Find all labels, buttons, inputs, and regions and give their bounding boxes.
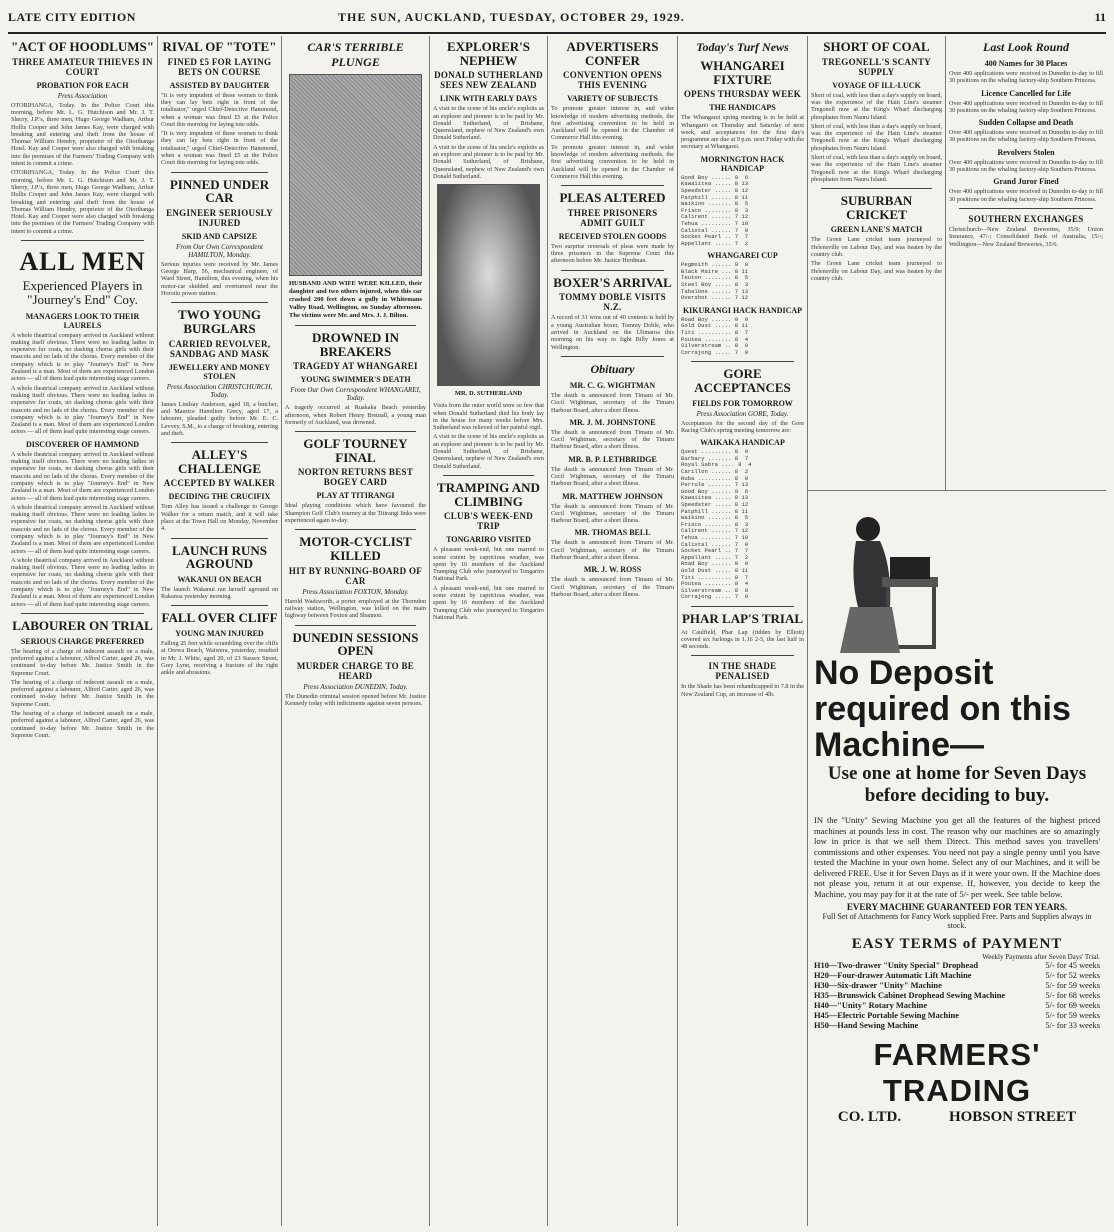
deck: VARIETY OF SUBJECTS (567, 94, 658, 104)
article-body: A tragedy occurred at Ruakaka Beach yesterday afternoon, when Robert Henry Bretnall, a young man formerly of Auckland, was drowned. (285, 404, 426, 426)
headline-golf-tourney-final: GOLF TOURNEY FINAL (303, 436, 408, 465)
column-6 (678, 36, 808, 1226)
subhead: ACCEPTED BY WALKER (163, 478, 276, 489)
article-body: OTORIHANGA, Today. In the Police Court this morning, before Mr. L. G. Hutchison and Mr. J. T. Sherry, J.P.'s, three men, Hugo George Wadham, Arthur Hollis Cooper and John James Kay, were charged with breaking and entering and theft from the house of Thomas William Hendry, proprietor of the Otorihanga Hotel. Kay and Cooper were also charged with breaking into the premises of the Farmers' Trading Company with intent to commit a crime. (11, 101, 154, 168)
brief-title: Revolvers Stolen (997, 147, 1055, 157)
masthead (8, 6, 1106, 34)
column-4 (430, 36, 548, 1226)
headline-act-of-hoodlums: "ACT OF HOODLUMS" (11, 39, 154, 54)
headline-suburban-cricket: SUBURBAN CRICKET (840, 193, 913, 222)
subhead: HIT BY RUNNING-BOARD OF CAR (288, 565, 423, 586)
advert-terms-heading: EASY TERMS of PAYMENT (851, 936, 1063, 952)
article-body: "It is very impudent of these women to think they can lay bets right in front of the totalisator," urged Chief-Detective Hammond, when a woman was fined £5 at the Police Court this morning for laying tote odds. (161, 91, 278, 128)
article-body-cont: The Green Lane cricket team journeyed to Helensville on Labour Day, and was beaten by the country club. (811, 260, 942, 282)
subhead: NORTON RETURNS BEST BOGEY CARD (297, 467, 414, 488)
article-body-cont: A whole theatrical company arrived in Auckland without making itself obvious. There were no leading ladies in expensive fur coats, no dashing chorus girls with their mascots and no lads of the chorus. Every member of the company which is to play "Journey's End" in New Zealand is a man. Most of them are experienced London actors — all of them lead quite interesting stage careers. (11, 450, 154, 502)
table-title: WAIKAKA HANDICAP (700, 438, 785, 448)
deck: THE HANDICAPS (709, 103, 776, 113)
deck: PROBATION FOR EACH (36, 80, 129, 90)
advert-note: Full Set of Attachments for Fancy Work supplied Free. Parts and Supplies always in stock. (822, 912, 1092, 930)
obituary-body: The death is announced from Timaru of Mr. Cecil Wightman, secretary of the Timaru Harbour Board, after a short illness. (551, 539, 674, 562)
headline-labourer-on-trial: LABOURER ON TRIAL (12, 617, 153, 633)
article-body: Serious injuries were received by Mr. James George Harp, 56, mechanical engineer, of Ward Street, Hamilton, this evening, when his motor-car skidded and overturned near the Horotiu power station. (161, 260, 278, 298)
column-2 (158, 36, 282, 1226)
handicap-table: Good Boy ...... 9 6 Kawaiitea ..... 8 13 Speedster ..... 8 12 Patphill ...... 8 11 Waikino ....... 8 5 Frisco ........ 8 3 Calirent ...... 7 12 Tehua ......... 7 10 Calixtal ...... 7 9 Socket Pearl .. 7 7 Appellant ..... 7 2 (681, 173, 749, 247)
headline-last-look-round: Last Look Round (982, 40, 1069, 54)
headline-two-young-burglars: TWO YOUNG BURGLARS (178, 307, 261, 337)
article-body: Harold Wadsworth, a porter employed at the Thorndon railway station, Wellington, was killed on the main highway between Foxton and Shannon. (285, 597, 426, 620)
article-body: The Dunedin criminal session opened before Mr. Justice Kennedy today with indictments against seven persons. (285, 692, 426, 708)
headline-dunedin-sessions-open: DUNEDIN SESSIONS OPEN (292, 629, 419, 659)
sewing-machine-illustration (820, 507, 940, 657)
article-body: Christchurch—New Zealand Breweries, 35/9; Union Insurance, 47/-; Consolidated Bank of Australia, 15/-; Wellington—New Zealand Breweries, 35/6. (949, 225, 1103, 248)
article-body-cont: The hearing of a charge of indecent assault on a male, preferred against a labourer, Alfred Carter, aged 26, was continued to-day before Mr. Justice Smith in the Supreme Court. (11, 709, 154, 739)
price-row: H20—Four-drawer Automatic Lift Machine 5/- for 52 weeks (814, 971, 1100, 980)
subhead: DONALD SUTHERLAND SEES NEW ZEALAND (434, 70, 543, 91)
brief-body: Over 400 applications were received in Dunedin to-day to fill 30 positions on the whaling factory-ship Southern Princess. (949, 158, 1103, 174)
portrait-photo (437, 184, 540, 386)
headline-pleas-altered: PLEAS ALTERED (559, 190, 666, 206)
advert-weekly-note: Weekly Payments after Seven Days' Trial. (982, 953, 1100, 961)
subhead: FINED £5 FOR LAYING BETS ON COURSE (167, 56, 272, 77)
article-body: Two surprise reversals of pleas were made by three prisoners in the Supreme Court this afternoon before Mr. Justice Herdman. (551, 242, 674, 265)
deck: PLAY AT TITIRANGI (316, 491, 395, 501)
deck: GREEN LANE'S MATCH (830, 225, 923, 235)
headline-launch-runs-aground: LAUNCH RUNS AGROUND (172, 542, 267, 572)
brief-body: Over 400 applications were received in Dunedin to-day to fill 30 positions on the whaling factory-ship Southern Princess. (949, 70, 1103, 85)
article-body: James Lindsay Anderson, aged 18, a butcher, and Maurice Hamilton Grecy, aged 17, a labourer, pleaded guilty before Mr. E. C. Levvey, S.M., to a charge of breaking, entering and theft. (161, 400, 278, 437)
obituary-body: The death is announced from Timaru of Mr. Cecil Wightman, secretary of the Timaru Harbour Board, after a short illness. (551, 502, 674, 525)
byline: Press Association GORE, Today. (696, 409, 789, 418)
headline-gore-acceptances: GORE ACCEPTANCES (694, 366, 791, 396)
article-body: Ideal playing conditions which have favoured the Shampion Golf Club's tourney at the Titirangi links were experienced again to-day. (285, 502, 426, 525)
advert-body: IN the "Unity" Sewing Machine you get all the features of the highest priced machines at pounds less in cost. The reason why our machines are so amazingly low in price is that we sell them Direct. This method saves you travellers' commissions and other expenses. You need not pay a single penny until you have tested the Machine in your own home. Select any of our Machines, and it will be delivered FREE. Use it for Seven Days as if it were your own. If the Machine does not please you, return it at our expense. If, however, you decide to keep the Machine, you may pay for it at the rate of 5/- per week. See table below. (814, 815, 1100, 899)
deck: YOUNG MAN INJURED (175, 629, 264, 639)
headline-rival-of-tote: RIVAL OF "TOTE" (162, 39, 277, 54)
headline-fall-over-cliff: FALL OVER CLIFF (161, 610, 278, 626)
subhead: CONVENTION OPENS THIS EVENING (562, 70, 663, 91)
byline: Press Association CHRISTCHURCH, Today. (166, 382, 273, 399)
deck: LINK WITH EARLY DAYS (440, 94, 537, 104)
headline-explorers-nephew: EXPLORER'S NEPHEW (446, 39, 531, 68)
deck: DECIDING THE CRUCIFIX (168, 492, 271, 502)
price-row: H40—"Unity" Rotary Machine 5/- for 69 weeks (814, 1001, 1100, 1010)
deck: MANAGERS LOOK TO THEIR LAURELS (25, 311, 140, 330)
deck: SERIOUS CHARGE PREFERRED (20, 636, 145, 646)
brief-title: Sudden Collapse and Death (978, 118, 1074, 128)
headline-alleys-challenge: ALLEY'S CHALLENGE (177, 447, 262, 476)
obituary-name: MR. C. G. WIGHTMAN (569, 380, 656, 390)
subhead: THREE AMATEUR THIEVES IN COURT (12, 56, 153, 77)
article-body-cont: The hearing of a charge of indecent assault on a male, preferred against a labourer, Alfred Carter, aged 26, was continued to-day before Mr. Justice Smith in the Supreme Court. (11, 678, 154, 708)
brief-title: Licence Cancelled for Life (981, 88, 1071, 98)
edition-label: LATE CITY EDITION (8, 10, 136, 24)
headline-in-the-shade: IN THE SHADE PENALISED (708, 661, 777, 682)
article-body-cont: Visits from the outer world were so few that when Donald Sutherland died his body lay in the house for many weeks before Mrs. Sutherland was relieved of her painful vigil. (433, 402, 544, 432)
deck: WAKANUI ON BEACH (177, 574, 262, 584)
subhead: TOMMY DOBLE VISITS N.Z. (559, 292, 666, 313)
subhead: ENGINEER SERIOUSLY INJURED (166, 207, 273, 228)
photo-caption: HUSBAND AND WIFE WERE KILLED, their daughter and two others injured, when this car crashed 200 feet down a gully in Whitemans Valley Road, Wellington, on Sunday afternoon. The victims were Mr. and Mrs. J. J. Bilton. (289, 280, 422, 319)
column-3 (282, 36, 430, 1226)
section-kicker: Today's Turf News (696, 40, 789, 54)
article-body: A visit to the scene of his uncle's exploits as an explorer and pioneer is to be paid by Mr. Donald Sutherland, of Brisbane, Queensland, nephew of New Zealand's own Donald Sutherland. (433, 105, 544, 142)
column-8 (946, 36, 1106, 490)
brief-body: Over 400 applications were received in Dunedin to-day to fill 30 positions on the whaling factory-ship Southern Princess. (949, 188, 1103, 203)
advertiser-name: FARMERS' TRADING (873, 1037, 1041, 1108)
sewing-machine-advert (808, 490, 1106, 1226)
page-number: 11 (1094, 10, 1106, 24)
brief-title: 400 Names for 30 Places (984, 59, 1068, 68)
price-row: H50—Hand Sewing Machine 5/- for 33 weeks (814, 1021, 1100, 1030)
article-body: The launch Wakanui ran herself aground on Rakanoa yesterday morning. (161, 585, 278, 601)
article-body-cont: OTORIHANGA, Today. In the Police Court this morning, before Mr. L. G. Hutchison and Mr. J. T. Sherry, J.P.'s, three men, Hugo George Wadham, Arthur Hollis Cooper and John James Kay, were charged with breaking and entering and theft from the house of Thomas William Hendry, proprietor of the Otorihanga Hotel. Kay and Cooper were also charged with breaking into the premises of the Farmers' Trading Company with intent to commit a crime. (11, 169, 154, 235)
deck: ASSISTED BY DAUGHTER (169, 80, 270, 90)
subhead: CARRIED REVOLVER, SANDBAG AND MASK (168, 338, 271, 359)
advert-price-table (814, 961, 1100, 1031)
article-body: Falling 25 feet while scrambling over the cliffs at Orewa Beach, Waiwera, yesterday, resulted in Mr. J. White, aged 20, of 23 Sussex Street, Grey Lynn, receiving a fracture of the right ankle and abrasions. (161, 640, 278, 677)
headline-short-of-coal: SHORT OF COAL (823, 39, 930, 54)
article-body: At Caulfield, Phar Lap (ridden by Elliott) covered six furlongs in 1.16 2-5, the last half in 48 seconds. (681, 628, 804, 651)
price-row: H10—Two-drawer "Unity Special" Drophead 5/- for 45 weeks (814, 961, 1100, 970)
article-body-cont: A pleasant week-end, but one marred to some extent by capricious weather, was spent by 16 members of the Auckland Tramping Club who journeyed to Tongariro National Park. (433, 584, 544, 621)
subhead: TREGONELL'S SCANTY SUPPLY (821, 56, 932, 77)
headline-whangarei-fixture: WHANGAREI FIXTURE (700, 58, 785, 87)
paper-dateline: THE SUN, AUCKLAND, TUESDAY, OCTOBER 29, 1929. (338, 10, 685, 24)
deck: YOUNG SWIMMER'S DEATH (300, 375, 411, 385)
obituary-name: MR. J. M. JOHNSTONE (569, 417, 656, 427)
portrait-caption: MR. D. SUTHERLAND (454, 390, 523, 398)
advert-subheadline: Use one at home for Seven Days before deciding to buy. (827, 763, 1087, 806)
deck: TONGARIRO VISITED (446, 535, 531, 545)
headline-drowned-in-breakers: DROWNED IN BREAKERS (311, 330, 400, 359)
byline: From Our Own Correspondent HAMILTON, Monday. (176, 242, 263, 259)
article-body: A whole theatrical company arrived in Auckland without making itself obvious. There were no leading ladies in expensive fur coats, no dashing chorus girls with their mascots and no lads of the chorus. Every member of the company which is to play "Journey's End" in New Zealand is a man. Most of them are experienced London actors — all of them lead quite interesting stage careers. (11, 331, 154, 383)
article-body: The Green Lane cricket team journeyed to Helensville on Labour Day, and was beaten by the country club. (811, 236, 942, 259)
handicap-table: Road Boy ...... 9 0 Gold Dust ..... 8 11 Titi .......... 8 7 Poutea ........ 8 4 Silverstream .. 8 0 Corrajong ..... 7 9 (681, 315, 749, 356)
subhead: OPENS THURSDAY WEEK (683, 89, 802, 100)
brief-body: Over 400 applications were received in Dunedin to-day to fill 30 positions on the whaling factory-ship Southern Princess. (949, 129, 1103, 144)
column-5 (548, 36, 678, 1226)
advertiser-address (814, 1109, 1100, 1126)
byline: From Our Own Correspondent WHANGAREI, Today. (290, 386, 421, 403)
article-body-cont: A visit to the scene of his uncle's exploits as an explorer and pioneer is to be paid by Mr. Donald Sutherland, of Brisbane, Queensland, nephew of New Zealand's own Donald Sutherland. (433, 433, 544, 470)
subhead: CLUB'S WEEK-END TRIP (443, 511, 534, 532)
article-body-cont: A visit to the scene of his uncle's exploits as an explorer and pioneer is to be paid by Mr. Donald Sutherland, of Brisbane, Queensland, nephew of New Zealand's own Donald Sutherland. (433, 143, 544, 180)
headline-motor-cyclist-killed: MOTOR-CYCLIST KILLED (299, 534, 412, 563)
subhead-journeys-end: Experienced Players in "Journey's End" Coy. (22, 277, 143, 308)
price-row: H35—Brunswick Cabinet Drophead Sewing Machine 5/- for 68 weeks (814, 991, 1100, 1000)
handicap-table: Good Boy ...... 9 6 Kawaiitea ..... 8 13 Speedster ..... 8 12 Patphill ...... 8 11 Waikino ....... 8 5 Frisco ........ 8 3 Calirent ...... 7 12 Tehua ......... 7 10 Calixtal ...... 7 9 Socket Pearl .. 7 7 Appellant ..... 7 2 (681, 487, 749, 561)
deck: JEWELLERY AND MONEY STOLEN (168, 362, 271, 381)
brief-body: Over 400 applications were received in Dunedin to-day to fill 30 positions on the whaling factory-ship Southern Princess. (949, 99, 1103, 114)
car-crash-photo (289, 74, 422, 276)
article-body: Short of coal, with less than a day's supply on board, was the experience of the Hain Line's steamer Tregonell now at the King's Wharf discharging phosphates from Nauru Island. (811, 91, 942, 121)
article-body: The Whangarei spring meeting is to be held at Whangarei on Thursday and Saturday of next week, and acceptances for the first day's programme are due at 9 p.m. next Friday with the secretary at Whangarei. (681, 114, 804, 151)
article-body: The hearing of a charge of indecent assault on a male, preferred against a labourer, Alfred Carter, aged 26, was continued to-day before Mr. Justice Smith in the Supreme Court. (11, 647, 154, 677)
deck: RECEIVED STOLEN GOODS (558, 231, 667, 241)
article-body: A pleasant week-end, but one marred to some extent by capricious weather, was spent by 16 members of the Auckland Tramping Club who journeyed to Tongariro National Park. (433, 546, 544, 583)
table-title: KIKURANGI HACK HANDICAP (682, 305, 803, 315)
obituary-body: The death is announced from Timaru of Mr. Cecil Wightman, secretary of the Timaru Harbour Board, after a short illness. (551, 465, 674, 488)
crosshead: DISCOVERER OF HAMMOND (25, 439, 140, 449)
subhead: TRAGEDY AT WHANGAREI (293, 361, 418, 372)
column-7 (808, 36, 946, 490)
article-body-cont: A whole theatrical company arrived in Auckland without making itself obvious. There were no leading ladies in expensive fur coats, no dashing chorus girls with their mascots and no lads of the chorus. Every member of the company which is to play "Journey's End" in New Zealand is a man. Most of them are experienced London actors — all of them lead quite interesting stage careers. (11, 503, 154, 555)
obituary-name: MR. J. W. ROSS (583, 565, 642, 575)
article-body-cont: Short of coal, with less than a day's supply on board, was the experience of the Hain Line's steamer Tregonell now at the King's Wharf discharging phosphates from Nauru Island. (811, 122, 942, 152)
article-body-cont: "It is very impudent of these women to think they can lay bets right in front of the totalisator," urged Chief-Detective Hammond, when a woman was fined £5 at the Police Court this morning for laying tote odds. (161, 130, 278, 167)
article-body-cont: A whole theatrical company arrived in Auckland without making itself obvious. There were no leading ladies in expensive fur coats, no dashing chorus girls with their mascots and no lads of the chorus. Every member of the company which is to play "Journey's End" in New Zealand is a man. Most of them are experienced London actors — all of them lead quite interesting stage careers. (11, 384, 154, 436)
column-1 (8, 36, 158, 1226)
byline: Press Association FOXTON, Monday. (302, 587, 409, 596)
headline-cars-terrible-plunge: CAR'S TERRIBLE PLUNGE (307, 40, 404, 69)
article-body-cont: To promote greater interest in, and wider knowledge of modern advertising methods, the first advertising convention to be held in Auckland will be opened in the Chamber of Commerce Hall this evening. (551, 143, 674, 180)
byline: Press Association (57, 91, 108, 100)
headline-all-men: ALL MEN (19, 246, 146, 276)
headline-tramping-and-climbing: TRAMPING AND CLIMBING (437, 479, 540, 509)
article-body: Acceptances for the second day of the Gore Racing Club's spring meeting tomorrow are: (681, 419, 804, 434)
obituary-header: Obituary (590, 361, 635, 376)
table-title: WHANGAREI CUP (707, 251, 778, 261)
subhead: MURDER CHARGE TO BE HEARD (296, 660, 415, 681)
street-name: HOBSON STREET (948, 1109, 1077, 1125)
headline-advertisers-confer: ADVERTISERS CONFER (566, 39, 659, 68)
obituary-name: MR. MATTHEW JOHNSON (562, 491, 663, 501)
obituary-name: MR. THOMAS BELL (574, 528, 651, 538)
obituary-body: The death is announced from Timaru of Mr. Cecil Wightman, secretary of the Timaru Harbour Board, after a short illness. (551, 428, 674, 451)
advert-headline: No Deposit required on this Machine— (814, 654, 1071, 764)
handicap-table: Pegmoith ...... 9 0 Black Maire ... 8 11 Teuton ........ 8 5 Steel Boy ..... 8 3 Tahalone ...... 7 13 Overshot ...... 7 12 (681, 261, 749, 302)
article-body: A record of 31 wins out of 40 contests is held by a young Australian boxer, Tommy Doble, who arrived in Auckland on the Ulimaroa this morning on his way to fight Billy Jones at Wellington. (551, 314, 674, 351)
table-title: MORNINGTON HACK HANDICAP (700, 154, 785, 173)
article-body: To promote greater interest in, and wider knowledge of modern advertising methods, the first advertising convention to be held in Auckland will be opened in the Chamber of Commerce Hall this evening. (551, 105, 674, 142)
article-body: Tom Alley has issued a challenge to George Walker for a return match, and it will take place at the Town Hall on Monday, November 4. (161, 503, 278, 533)
deck: FIELDS FOR TOMORROW (692, 398, 793, 408)
subhead: THREE PRISONERS ADMIT GUILT (567, 207, 658, 228)
brief-title: Grand Juror Fined (993, 177, 1059, 187)
obituary-body: The death is announced from Timaru of Mr. Cecil Wightman, secretary of the Timaru Harbour Board, after a short illness. (551, 576, 674, 598)
deck: SKID AND CAPSIZE (181, 231, 258, 241)
advert-guarantee: EVERY MACHINE GUARANTEED FOR TEN YEARS. (846, 902, 1068, 912)
price-row: H45—Electric Portable Sewing Machine 5/- for 59 weeks (814, 1011, 1100, 1020)
byline: Press Association DUNEDIN, Today. (303, 682, 408, 691)
article-body: In the Shade has been rehandicapped to 7.8 in the New Zealand Cup, an increase of 4lb. (681, 683, 804, 698)
article-body-cont: A whole theatrical company arrived in Auckland without making itself obvious. There were no leading ladies in expensive fur coats, no dashing chorus girls with their mascots and no lads of the chorus. Every member of the company which is to play "Journey's End" in New Zealand is a man. Most of them are experienced London actors — all of them lead quite interesting stage careers. (11, 556, 154, 608)
article-body-cont: Short of coal, with less than a day's supply on board, was the experience of the Hain Line's steamer Tregonell now at the King's Wharf discharging phosphates from Nauru Island. (811, 154, 942, 183)
headline-southern-exchanges: SOUTHERN EXCHANGES (968, 213, 1084, 224)
handicap-table: Quest ......... 8 9 Barbary ....... 8 7 Royal Sabra .... 8 4 Carillon ...... 8 2 Ruba .......... 8 0 Perrule ....... 7 13 (681, 448, 752, 489)
price-row: H30—Six-drawer "Unity" Machine 5/- for 59 weeks (814, 981, 1100, 990)
obituary-name: MR. B. P. LETHBRIDGE (568, 454, 657, 464)
headline-pinned-under-car: PINNED UNDER CAR (169, 176, 270, 206)
company-suffix: CO. LTD. (837, 1109, 902, 1125)
handicap-table: Road Boy ...... 9 0 Gold Dust ..... 8 11 Titi .......... 8 7 Poutea ........ 8 4 Silverstream .. 8 0 Corrajong ..... 7 9 (681, 560, 749, 601)
deck: VOYAGE OF ILL-LUCK (832, 80, 921, 90)
headline-boxers-arrival: BOXER'S ARRIVAL (553, 274, 672, 290)
headline-phar-laps-trial: PHAR LAP'S TRIAL (681, 610, 804, 626)
obituary-body: The death is announced from Timaru of Mr. Cecil Wightman, secretary of the Timaru Harbour Board, after a short illness. (551, 391, 674, 414)
